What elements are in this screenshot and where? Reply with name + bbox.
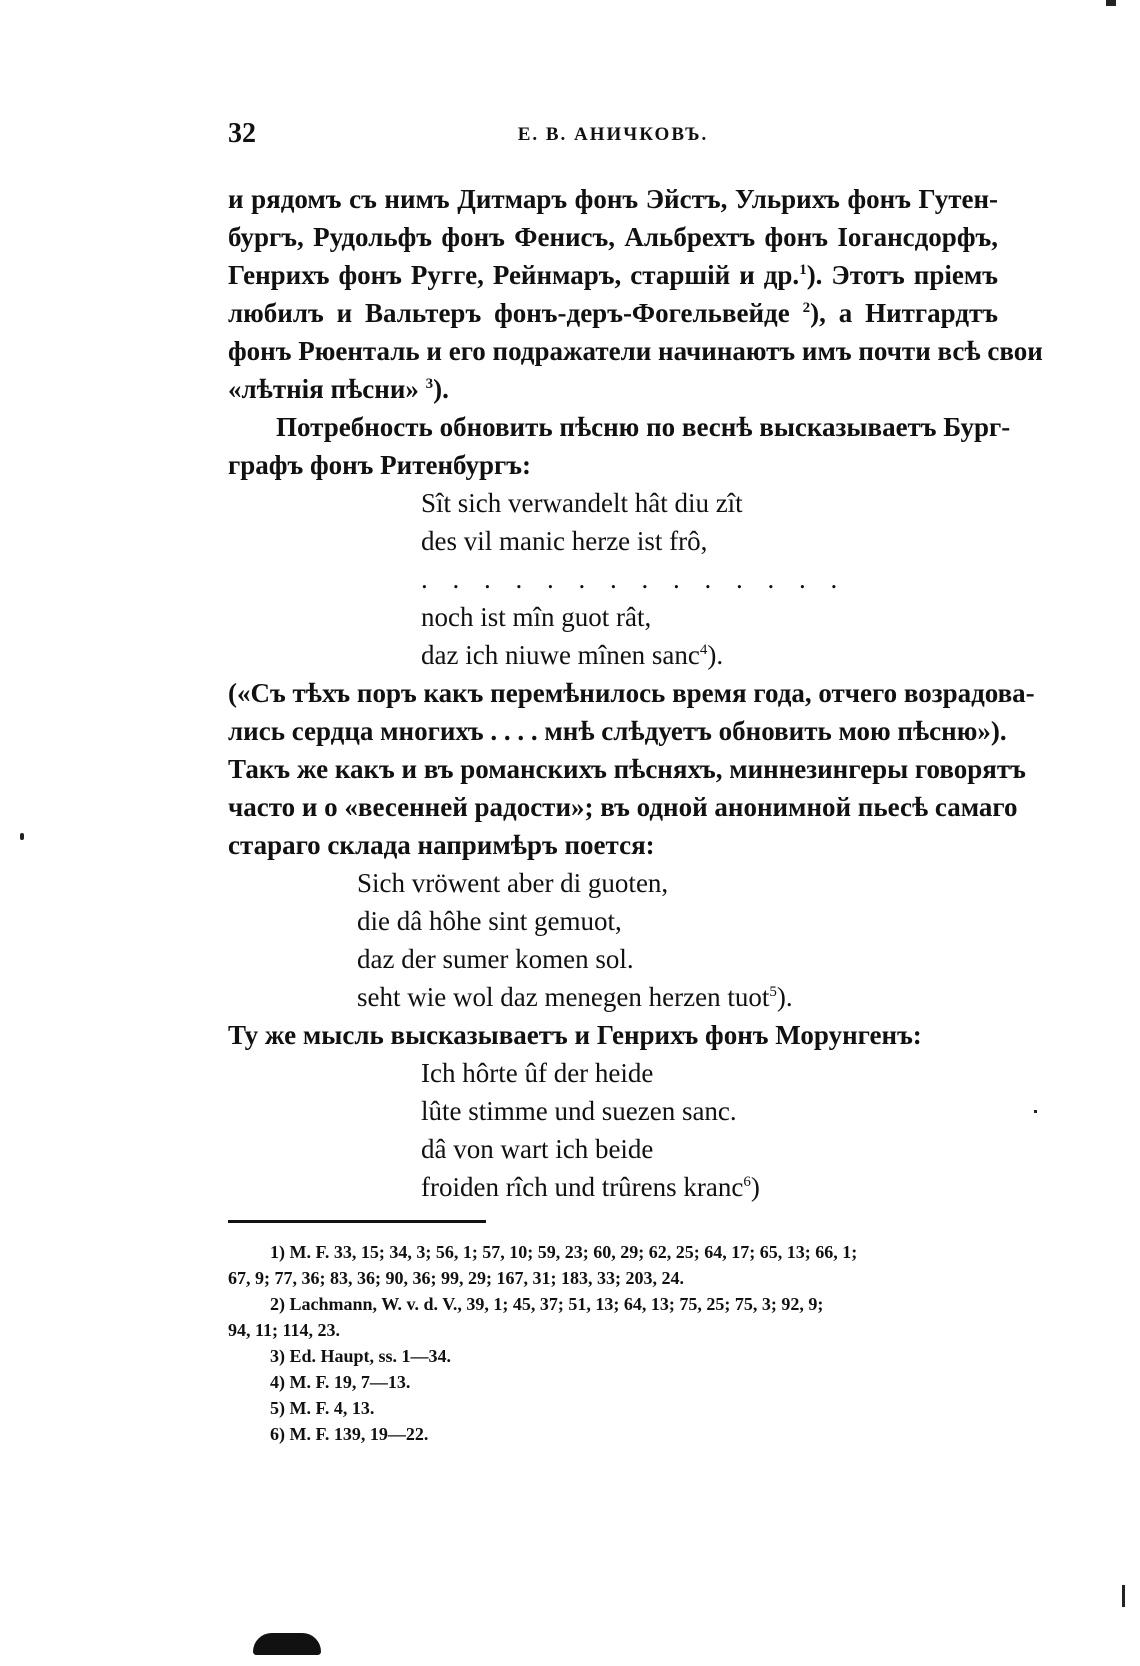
page-number: 32 (228, 118, 256, 149)
footnote-line: 2) Lachmann, W. v. d. V., 39, 1; 45, 37; 51, 13; 64, 13; 75, 25; 75, 3; 92, 9; (270, 1294, 824, 1314)
text-line: часто и о «весенней радости»; въ одной анонимной пьесѣ самаго (228, 792, 1018, 822)
text-line: фонъ Рюенталь и его подражатели начинаютъ имъ почти всѣ свои (228, 336, 1043, 366)
footnote-line: 5) M. F. 4, 13. (270, 1398, 375, 1418)
verse-line: des vil manic herze ist frô, (421, 526, 708, 556)
page-body (228, 180, 1043, 1447)
verse-quote-3 (228, 1054, 998, 1206)
footnote-line: 4) M. F. 19, 7—13. (270, 1372, 411, 1392)
footnote-divider (228, 1220, 486, 1223)
footnote-line: 94, 11; 114, 23. (228, 1320, 341, 1340)
text-line: любилъ и Вальтеръ фонъ-деръ-Фогельвейде $^2$), а Нитгардтъ (228, 298, 998, 328)
verse-quote-2 (228, 864, 998, 1016)
text-line: графъ фонъ Ритенбургъ: (228, 450, 532, 480)
text-line: Генрихъ фонъ Ругге, Рейнмаръ, старшій и др.$^1$). Этотъ пріемъ (228, 260, 998, 290)
verse-line: die dâ hôhe sint gemuot, (357, 906, 622, 936)
verse-line: Ich hôrte ûf der heide (421, 1058, 654, 1088)
running-head: Е. В. АНИЧКОВЪ. (517, 124, 709, 145)
verse-quote-1 (228, 484, 998, 674)
text-line: Потребность обновить пѣсню по веснѣ высказываетъ Бург- (276, 412, 1011, 442)
text-line: стараго склада напримѣръ поется: (228, 830, 655, 860)
page-header (228, 118, 998, 158)
paragraph-3 (228, 674, 1035, 864)
footnote-line: 3) Ed. Haupt, ss. 1—34. (270, 1346, 452, 1366)
footnote-line: 1) M. F. 33, 15; 34, 3; 56, 1; 57, 10; 59, 23; 60, 29; 62, 25; 64, 17; 65, 13; 66, 1; (270, 1242, 858, 1262)
footnote-ref: 6 (743, 1174, 751, 1190)
footnote-line: 67, 9; 77, 36; 83, 36; 90, 36; 99, 29; 167, 31; 183, 33; 203, 24. (228, 1268, 684, 1288)
scan-speck (1122, 1585, 1125, 1607)
verse-line: seht wie wol daz menegen herzen tuot$^5$). (357, 982, 793, 1012)
paragraph-2 (228, 408, 1011, 484)
footnote-ref: 2 (802, 300, 811, 316)
verse-line: daz ich niuwe mînen sanc$^4$). (421, 640, 724, 670)
verse-line: Sich vröwent aber di guoten, (357, 868, 669, 898)
verse-line: noch ist mîn guot rât, (421, 602, 652, 632)
text-line: Ту же мысль высказываетъ и Генрихъ фонъ Морунгенъ: (228, 1020, 922, 1050)
verse-line: daz der sumer komen sol. (357, 944, 634, 974)
text-line: бургъ, Рудольфъ фонъ Фенисъ, Альбрехтъ фонъ Іогансдорфъ, (228, 222, 998, 252)
paragraph-1 (228, 180, 1043, 408)
footnotes (228, 1239, 998, 1447)
text-line: «лѣтнія пѣсни» $^3$). (228, 374, 449, 404)
scan-speck (20, 833, 24, 840)
footnote-ref: 5 (769, 984, 777, 1000)
verse-line: dâ von wart ich beide (421, 1134, 654, 1164)
footnote-ref: 1 (799, 262, 807, 278)
verse-line: Sît sich verwandelt hât diu zît (421, 488, 743, 518)
scan-speck (1106, 0, 1116, 6)
text-line: («Съ тѣхъ поръ какъ перемѣнилось время года, отчего возрадова- (228, 678, 1035, 708)
verse-line: lûte stimme und suezen sanc. (421, 1096, 737, 1126)
footnote-ref: 3 (425, 376, 434, 392)
footnote-ref: 4 (699, 642, 708, 658)
ellipsis-line: . . . . . . . . . . . . . . (421, 564, 847, 594)
text-line: лись сердца многихъ . . . . мнѣ слѣдуетъ обновить мою пѣсню»). (228, 716, 1007, 746)
text-line: Такъ же какъ и въ романскихъ пѣсняхъ, миннезингеры говорятъ (228, 754, 1026, 784)
ink-blot (253, 1633, 321, 1655)
text-line: и рядомъ съ нимъ Дитмаръ фонъ Эйстъ, Ульрихъ фонъ Гутен- (228, 184, 998, 214)
verse-line: froiden rîch und trûrens kranc$^6$) (421, 1172, 760, 1202)
scan-speck (1034, 1110, 1037, 1113)
paragraph-4 (228, 1016, 998, 1054)
footnote-line: 6) M. F. 139, 19—22. (270, 1424, 429, 1444)
